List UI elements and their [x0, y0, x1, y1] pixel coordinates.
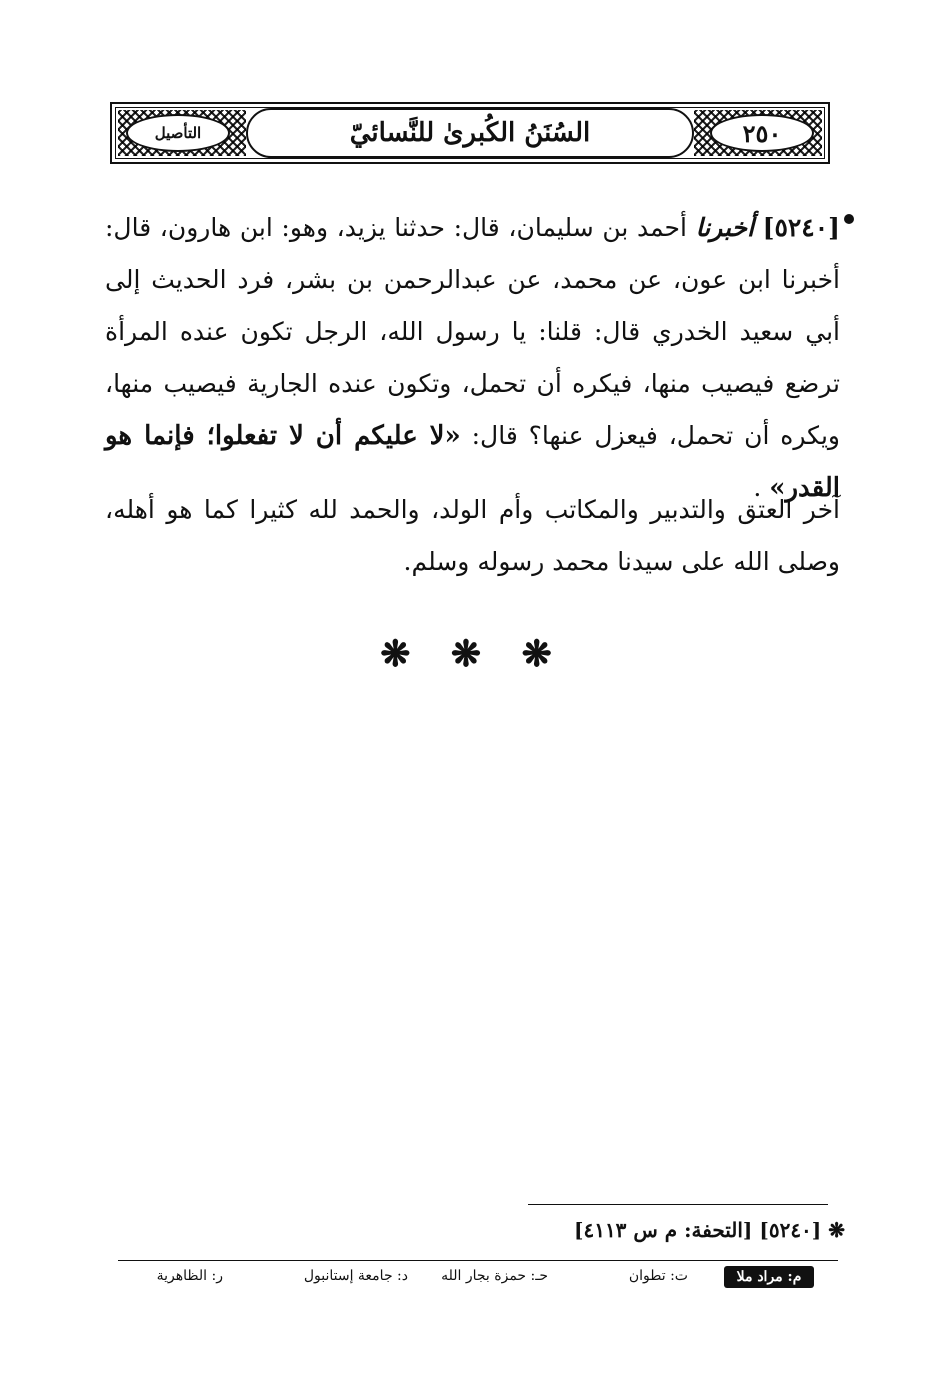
closing-paragraph: [105, 484, 840, 588]
prophet-words: «لا عليكم أن لا تفعلوا؛ فإنما هو القدر»: [105, 421, 840, 503]
hadith-text: أحمد بن سليمان، قال: حدثنا يزيد، وهو: ابن هارون، قال: أخبرنا ابن عون، عن محمد، عن عبدالرحمن بن بشر، فرد الحديث إلى أبي سعيد الخدري قال: قلنا: يا رسول الله، الرجل تكون عنده المرأة ترضع فيصيب منها، فيكره أن تحمل، وتكون عنده الجارية فيصيب منها، ويكره أن تحمل، فيعزل عنها؟ قال:: [105, 213, 840, 450]
closing-text: آخر العتق والتدبير والمكاتب وأم الولد، والحمد لله كثيرا كما هو أهله، وصلى الله على سيدنا محمد رسوله وسلم.: [105, 495, 840, 576]
akhbarana-word: أخبرنا: [695, 213, 754, 242]
footnote-marker-icon: ❋: [828, 1218, 845, 1242]
siglum-r: ر: الظاهرية: [156, 1268, 223, 1284]
footnote-rule: [528, 1204, 828, 1205]
page-number-badge: [710, 114, 814, 152]
footnote-text: [٥٢٤٠] [التحفة: م س ٤١١٣]: [573, 1218, 822, 1242]
manuscript-sigla: [118, 1264, 838, 1294]
book-title-text: السُنَنُ الكُبرىٰ للنَّسائيّ: [349, 118, 591, 148]
publisher-logo-text: التأصيل: [154, 124, 202, 142]
sigla-rule: [118, 1260, 838, 1261]
hadith-paragraph: [105, 202, 840, 514]
hadith-number: [٥٢٤٠]: [762, 213, 840, 242]
page-header: [110, 102, 830, 164]
publisher-logo: [126, 114, 230, 152]
bullet-icon: [844, 214, 854, 224]
siglum-h: حـ: حمزة بجار الله: [441, 1268, 548, 1284]
book-title: [246, 108, 694, 158]
section-separator: ❋ ❋ ❋: [380, 633, 566, 675]
footnote: [300, 1215, 845, 1245]
siglum-t: ت: تطوان: [628, 1268, 688, 1284]
page-number: ٢٥٠: [742, 118, 782, 148]
siglum-d: د: جامعة إستانبول: [303, 1268, 408, 1284]
siglum-m: م: مراد ملا: [724, 1266, 814, 1288]
hadith-end: .: [753, 473, 762, 502]
